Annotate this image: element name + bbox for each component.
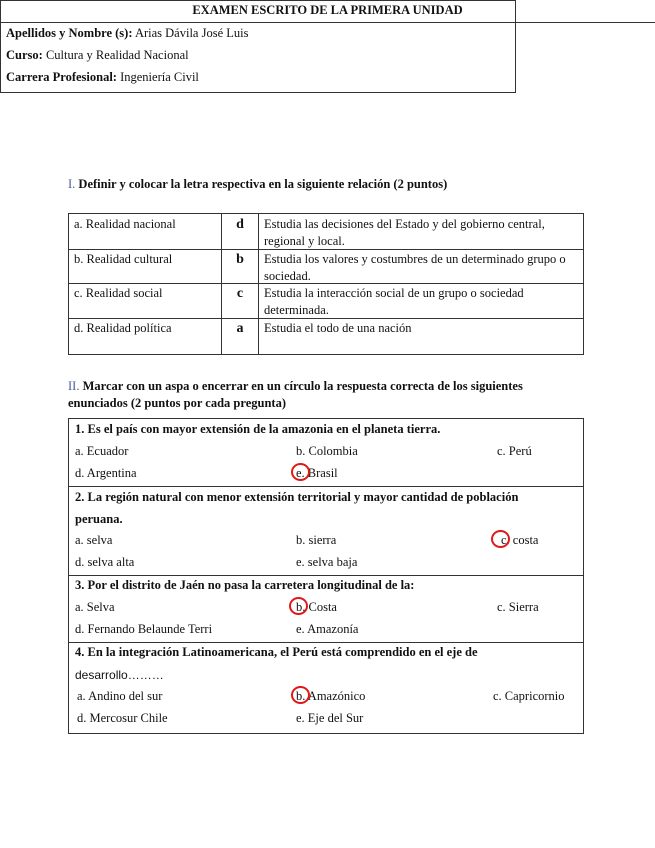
- option-a[interactable]: a. Andino del sur: [77, 689, 163, 703]
- career-label: Carrera Profesional:: [6, 70, 117, 84]
- answer-circle-mark: [289, 597, 308, 615]
- match-answer[interactable]: c: [236, 286, 244, 301]
- option-e[interactable]: e. selva baja: [296, 555, 358, 569]
- option-d[interactable]: d. selva alta: [75, 555, 135, 569]
- question-text: 4. En la integración Latinoamericana, el Perú está comprendido en el eje de: [75, 645, 478, 659]
- col-divider: [258, 214, 259, 354]
- match-term: d. Realidad política: [74, 321, 172, 335]
- question-text-continued: desarrollo………: [75, 668, 164, 682]
- match-definition: Estudia el todo de una nación: [264, 321, 412, 335]
- match-term: b. Realidad cultural: [74, 252, 173, 266]
- section1-number: I.: [68, 177, 76, 191]
- questions-table: [68, 418, 584, 734]
- match-answer[interactable]: a: [236, 321, 244, 336]
- option-c[interactable]: c. Perú: [497, 444, 532, 458]
- career-row: [6, 70, 199, 85]
- row-divider: [69, 575, 583, 576]
- section2-title-line1: Marcar con un aspa o encerrar en un círculo la respuesta correcta de los siguientes: [79, 379, 523, 393]
- option-e[interactable]: e. Eje del Sur: [296, 711, 364, 725]
- answer-circle-mark: [291, 463, 310, 481]
- match-term: a. Realidad nacional: [74, 217, 176, 231]
- option-a[interactable]: a. Ecuador: [75, 444, 129, 458]
- question-text: 2. La región natural con menor extensión territorial y mayor cantidad de población: [75, 490, 519, 504]
- question-text: 1. Es el país con mayor extensión de la amazonia en el planeta tierra.: [75, 422, 441, 436]
- section2-number: II.: [68, 379, 80, 393]
- option-e[interactable]: e. Brasil: [296, 466, 338, 480]
- option-d[interactable]: d. Fernando Belaunde Terri: [75, 622, 213, 636]
- option-c[interactable]: c. costa: [501, 533, 539, 547]
- option-a[interactable]: a. Selva: [75, 600, 115, 614]
- option-b[interactable]: b. Colombia: [296, 444, 358, 458]
- question-text-continued: peruana.: [75, 512, 123, 526]
- section2-title-line2: enunciados (2 puntos por cada pregunta): [68, 396, 286, 410]
- student-name-row: [6, 26, 248, 41]
- option-d[interactable]: d. Mercosur Chile: [77, 711, 168, 725]
- answer-circle-mark: [291, 686, 310, 704]
- exam-header: [0, 0, 516, 93]
- question-text: 3. Por el distrito de Jaén no pasa la carretera longitudinal de la:: [75, 578, 415, 592]
- option-c[interactable]: c. Sierra: [497, 600, 539, 614]
- option-d[interactable]: d. Argentina: [75, 466, 137, 480]
- row-divider: [69, 486, 583, 487]
- match-term: c. Realidad social: [74, 286, 163, 300]
- student-name-value: Arias Dávila José Luis: [132, 26, 249, 40]
- match-definition: Estudia la interacción social de un grupo o sociedad determinada.: [264, 286, 524, 317]
- section1-title-text: Definir y colocar la letra respectiva en la siguiente relación (2 puntos): [75, 177, 448, 191]
- option-e[interactable]: e. Amazonía: [296, 622, 359, 636]
- row-divider: [69, 642, 583, 643]
- section2-title: [68, 378, 523, 395]
- course-value: Cultura y Realidad Nacional: [42, 48, 189, 62]
- option-b[interactable]: b. Costa: [296, 600, 337, 614]
- option-a[interactable]: a. selva: [75, 533, 113, 547]
- header-divider: [0, 22, 655, 23]
- option-b[interactable]: b. sierra: [296, 533, 337, 547]
- student-name-label: Apellidos y Nombre (s):: [6, 26, 133, 40]
- match-answer[interactable]: d: [236, 217, 244, 232]
- option-b[interactable]: b. Amazónico: [296, 689, 366, 703]
- answer-circle-mark: [491, 530, 510, 548]
- match-definition: Estudia los valores y costumbres de un determinado grupo o sociedad.: [264, 252, 566, 283]
- match-definition: Estudia las decisiones del Estado y del gobierno central, regional y local.: [264, 217, 545, 248]
- career-value: Ingeniería Civil: [116, 70, 199, 84]
- course-row: [6, 48, 189, 63]
- section1-title: [68, 176, 447, 193]
- option-c[interactable]: c. Capricornio: [493, 689, 565, 703]
- matching-table: [68, 213, 584, 355]
- course-label: Curso:: [6, 48, 43, 62]
- exam-title: EXAMEN ESCRITO DE LA PRIMERA UNIDAD: [192, 3, 463, 17]
- match-answer[interactable]: b: [236, 252, 244, 267]
